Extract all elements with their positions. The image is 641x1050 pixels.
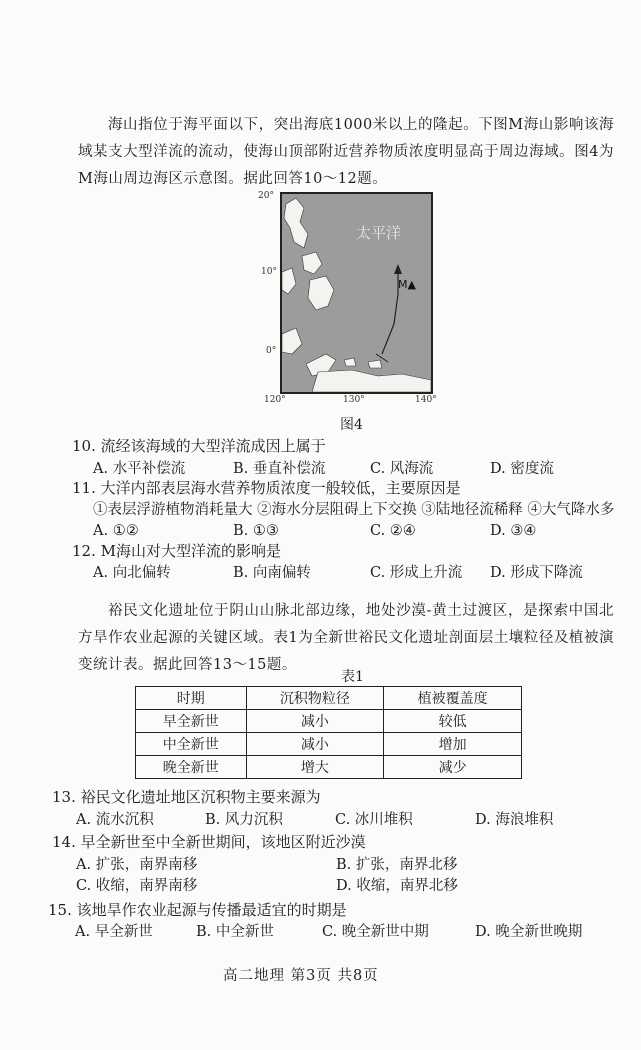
table-header-row [136,687,522,710]
q11-option-d: D. ③④ [490,523,537,539]
q11-option-a: A. ①② [93,523,139,539]
page-footer: 高二地理 第3页 共8页 [223,968,379,984]
map-drawing [282,194,431,392]
table-cell: 增大 [246,756,384,779]
q10-stem: 10. 流经该海域的大型洋流成因上属于 [72,437,326,455]
lat-label-0: 0° [266,346,277,356]
q13-option-c: C. 冰川堆积 [335,812,413,828]
seamount-map [280,192,433,394]
lon-label-140: 140° [415,395,437,405]
seamount-label: M▲ [398,278,416,291]
q13-option-d: D. 海浪堆积 [475,812,554,828]
q11-reasons: ①表层浮游植物消耗量大 ②海水分层阻碍上下交换 ③陆地径流稀释 ④大气降水多 [93,502,615,518]
q13-option-b: B. 风力沉积 [205,812,283,828]
q14-option-b: B. 扩张，南界北移 [336,857,458,873]
table-row [136,710,522,733]
q12-option-a: A. 向北偏转 [93,565,171,581]
lon-label-130: 130° [343,395,365,405]
q14-option-a: A. 扩张，南界南移 [76,857,198,873]
q12-stem: 12. M海山对大型洋流的影响是 [72,542,281,560]
table-row [136,733,522,756]
table-cell: 较低 [384,710,522,733]
header-vegetation: 植被覆盖度 [384,687,522,710]
q10-option-b: B. 垂直补偿流 [233,461,326,477]
table-cell: 减小 [246,733,384,756]
q13-option-a: A. 流水沉积 [76,812,154,828]
q13-stem: 13. 裕民文化遗址地区沉积物主要来源为 [52,788,321,806]
q12-option-d: D. 形成下降流 [490,565,583,581]
q10-option-d: D. 密度流 [490,461,554,477]
table-cell: 增加 [384,733,522,756]
q15-option-d: D. 晚全新世晚期 [475,924,583,940]
table-caption: 表1 [341,669,364,685]
header-period: 时期 [136,687,247,710]
header-grain-size: 沉积物粒径 [246,687,384,710]
q15-option-c: C. 晚全新世中期 [322,924,429,940]
q15-option-b: B. 中全新世 [196,924,274,940]
intro-paragraph-2: 裕民文化遗址位于阴山山脉北部边缘，地处沙漠-黄土过渡区，是探索中国北方旱作农业起源的关键区域。表1为全新世裕民文化遗址剖面层土壤粒径及植被演变统计表。据此回答13～15题。 [78,603,614,673]
q15-option-a: A. 早全新世 [75,924,153,940]
q11-stem: 11. 大洋内部表层海水营养物质浓度一般较低，主要原因是 [72,479,461,497]
lat-label-20: 20° [258,191,274,201]
q12-option-c: C. 形成上升流 [370,565,463,581]
sediment-vegetation-table [135,686,522,779]
q12-option-b: B. 向南偏转 [233,565,311,581]
table-cell: 中全新世 [136,733,247,756]
table-cell: 早全新世 [136,710,247,733]
q10-option-c: C. 风海流 [370,461,434,477]
lat-label-10: 10° [261,267,277,277]
table-cell: 减少 [384,756,522,779]
table-row [136,756,522,779]
lon-label-120: 120° [264,395,286,405]
q14-option-c: C. 收缩，南界南移 [76,878,198,894]
q14-stem: 14. 早全新世至中全新世期间，该地区附近沙漠 [52,833,366,851]
table-cell: 晚全新世 [136,756,247,779]
table-cell: 减小 [246,710,384,733]
q11-option-c: C. ②④ [370,523,416,539]
q10-option-a: A. 水平补偿流 [93,461,186,477]
intro-paragraph-1: 海山指位于海平面以下，突出海底1000米以上的隆起。下图M海山影响该海域某支大型洋流的流动，使海山顶部附近营养物质浓度明显高于周边海域。图4为M海山周边海区示意图。据此回答10～12题。 [78,117,614,187]
q14-option-d: D. 收缩，南界北移 [336,878,458,894]
q11-option-b: B. ①③ [233,523,279,539]
ocean-label: 太平洋 [356,224,402,242]
q15-stem: 15. 该地旱作农业起源与传播最适宜的时期是 [48,901,347,919]
figure-caption: 图4 [340,417,363,433]
